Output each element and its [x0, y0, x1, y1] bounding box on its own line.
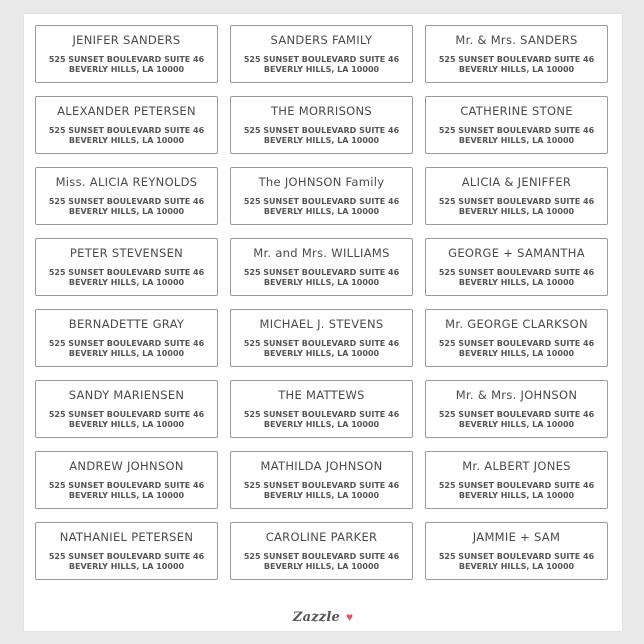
label-address-line1: 525 SUNSET BOULEVARD SUITE 46 [438, 268, 595, 277]
label-address-line1: 525 SUNSET BOULEVARD SUITE 46 [438, 552, 595, 561]
label-address-line2: BEVERLY HILLS, LA 10000 [458, 562, 575, 571]
label-address-line2: BEVERLY HILLS, LA 10000 [68, 65, 185, 74]
label-address-line2: BEVERLY HILLS, LA 10000 [263, 278, 380, 287]
label-address-line1: 525 SUNSET BOULEVARD SUITE 46 [243, 268, 400, 277]
label-address-line2: BEVERLY HILLS, LA 10000 [68, 136, 185, 145]
label-address-line2: BEVERLY HILLS, LA 10000 [263, 562, 380, 571]
address-label [230, 238, 413, 296]
address-label [230, 96, 413, 154]
address-label [35, 451, 218, 509]
label-address-line1: 525 SUNSET BOULEVARD SUITE 46 [438, 126, 595, 135]
label-address-line1: 525 SUNSET BOULEVARD SUITE 46 [48, 126, 205, 135]
label-address-line2: BEVERLY HILLS, LA 10000 [458, 65, 575, 74]
label-address-line1: 525 SUNSET BOULEVARD SUITE 46 [48, 268, 205, 277]
address-label [230, 167, 413, 225]
label-address-line2: BEVERLY HILLS, LA 10000 [68, 278, 185, 287]
footer [24, 608, 622, 626]
label-address-line2: BEVERLY HILLS, LA 10000 [263, 65, 380, 74]
label-address-line2: BEVERLY HILLS, LA 10000 [263, 136, 380, 145]
label-address-line2: BEVERLY HILLS, LA 10000 [263, 207, 380, 216]
label-address-line2: BEVERLY HILLS, LA 10000 [263, 491, 380, 500]
label-name: Mr. & Mrs. JOHNSON [455, 388, 578, 402]
label-address-line1: 525 SUNSET BOULEVARD SUITE 46 [243, 410, 400, 419]
label-name: NATHANIEL PETERSEN [59, 530, 194, 544]
address-label [230, 309, 413, 367]
label-address-line1: 525 SUNSET BOULEVARD SUITE 46 [243, 552, 400, 561]
label-name: JAMMIE + SAM [472, 530, 561, 544]
label-name: Mr. ALBERT JONES [462, 459, 571, 473]
label-address-line2: BEVERLY HILLS, LA 10000 [458, 207, 575, 216]
label-address-line2: BEVERLY HILLS, LA 10000 [68, 420, 185, 429]
label-address-line1: 525 SUNSET BOULEVARD SUITE 46 [48, 481, 205, 490]
label-address-line1: 525 SUNSET BOULEVARD SUITE 46 [243, 55, 400, 64]
label-address-line1: 525 SUNSET BOULEVARD SUITE 46 [48, 55, 205, 64]
label-name: CAROLINE PARKER [265, 530, 378, 544]
label-address-line2: BEVERLY HILLS, LA 10000 [458, 136, 575, 145]
label-address-line1: 525 SUNSET BOULEVARD SUITE 46 [243, 481, 400, 490]
label-name: PETER STEVENSEN [69, 246, 184, 260]
address-label [35, 96, 218, 154]
label-address-line1: 525 SUNSET BOULEVARD SUITE 46 [438, 339, 595, 348]
label-address-line2: BEVERLY HILLS, LA 10000 [458, 278, 575, 287]
label-name: THE MATTEWS [278, 388, 365, 402]
label-address-line2: BEVERLY HILLS, LA 10000 [68, 562, 185, 571]
label-name: THE MORRISONS [270, 104, 373, 118]
zazzle-logo: Zazzle [292, 610, 340, 625]
address-label [35, 380, 218, 438]
label-address-line2: BEVERLY HILLS, LA 10000 [263, 420, 380, 429]
label-grid [35, 25, 608, 580]
label-name: Mr. GEORGE CLARKSON [445, 317, 588, 331]
address-label [230, 522, 413, 580]
label-address-line1: 525 SUNSET BOULEVARD SUITE 46 [438, 55, 595, 64]
label-address-line1: 525 SUNSET BOULEVARD SUITE 46 [48, 552, 205, 561]
address-label [230, 451, 413, 509]
address-label [35, 522, 218, 580]
address-label [35, 167, 218, 225]
address-label [425, 167, 608, 225]
address-label [425, 25, 608, 83]
label-address-line2: BEVERLY HILLS, LA 10000 [458, 349, 575, 358]
label-address-line2: BEVERLY HILLS, LA 10000 [68, 349, 185, 358]
address-label [425, 451, 608, 509]
address-label [230, 380, 413, 438]
label-address-line1: 525 SUNSET BOULEVARD SUITE 46 [243, 126, 400, 135]
address-label [35, 309, 218, 367]
label-address-line1: 525 SUNSET BOULEVARD SUITE 46 [243, 339, 400, 348]
label-address-line2: BEVERLY HILLS, LA 10000 [68, 491, 185, 500]
label-address-line2: BEVERLY HILLS, LA 10000 [263, 349, 380, 358]
label-name: Mr. & Mrs. SANDERS [455, 33, 578, 47]
label-name: SANDY MARIENSEN [68, 388, 185, 402]
label-name: ALICIA & JENIFFER [461, 175, 572, 189]
label-address-line1: 525 SUNSET BOULEVARD SUITE 46 [438, 481, 595, 490]
label-address-line1: 525 SUNSET BOULEVARD SUITE 46 [243, 197, 400, 206]
address-label [425, 522, 608, 580]
address-label [35, 238, 218, 296]
label-address-line1: 525 SUNSET BOULEVARD SUITE 46 [438, 197, 595, 206]
label-name: ALEXANDER PETERSEN [57, 104, 196, 118]
label-name: The JOHNSON Family [258, 175, 385, 189]
label-name: CATHERINE STONE [460, 104, 573, 118]
address-label [425, 96, 608, 154]
label-address-line1: 525 SUNSET BOULEVARD SUITE 46 [48, 197, 205, 206]
label-address-line1: 525 SUNSET BOULEVARD SUITE 46 [48, 410, 205, 419]
label-address-line2: BEVERLY HILLS, LA 10000 [458, 420, 575, 429]
label-name: SANDERS FAMILY [270, 33, 373, 47]
address-label [425, 238, 608, 296]
address-label [425, 309, 608, 367]
label-name: BERNADETTE GRAY [68, 317, 185, 331]
label-name: ANDREW JOHNSON [69, 459, 184, 473]
label-address-line2: BEVERLY HILLS, LA 10000 [68, 207, 185, 216]
label-name: JENIFER SANDERS [72, 33, 181, 47]
label-name: GEORGE + SAMANTHA [448, 246, 585, 260]
label-address-line1: 525 SUNSET BOULEVARD SUITE 46 [48, 339, 205, 348]
label-address-line1: 525 SUNSET BOULEVARD SUITE 46 [438, 410, 595, 419]
address-label [230, 25, 413, 83]
label-name: Mr. and Mrs. WILLIAMS [253, 246, 390, 260]
label-name: MICHAEL J. STEVENS [259, 317, 384, 331]
label-address-line2: BEVERLY HILLS, LA 10000 [458, 491, 575, 500]
address-label [425, 380, 608, 438]
label-name: MATHILDA JOHNSON [260, 459, 383, 473]
address-label [35, 25, 218, 83]
sticker-sheet [24, 14, 622, 631]
label-name: Miss. ALICIA REYNOLDS [55, 175, 198, 189]
heart-icon: ♥ [345, 610, 354, 624]
